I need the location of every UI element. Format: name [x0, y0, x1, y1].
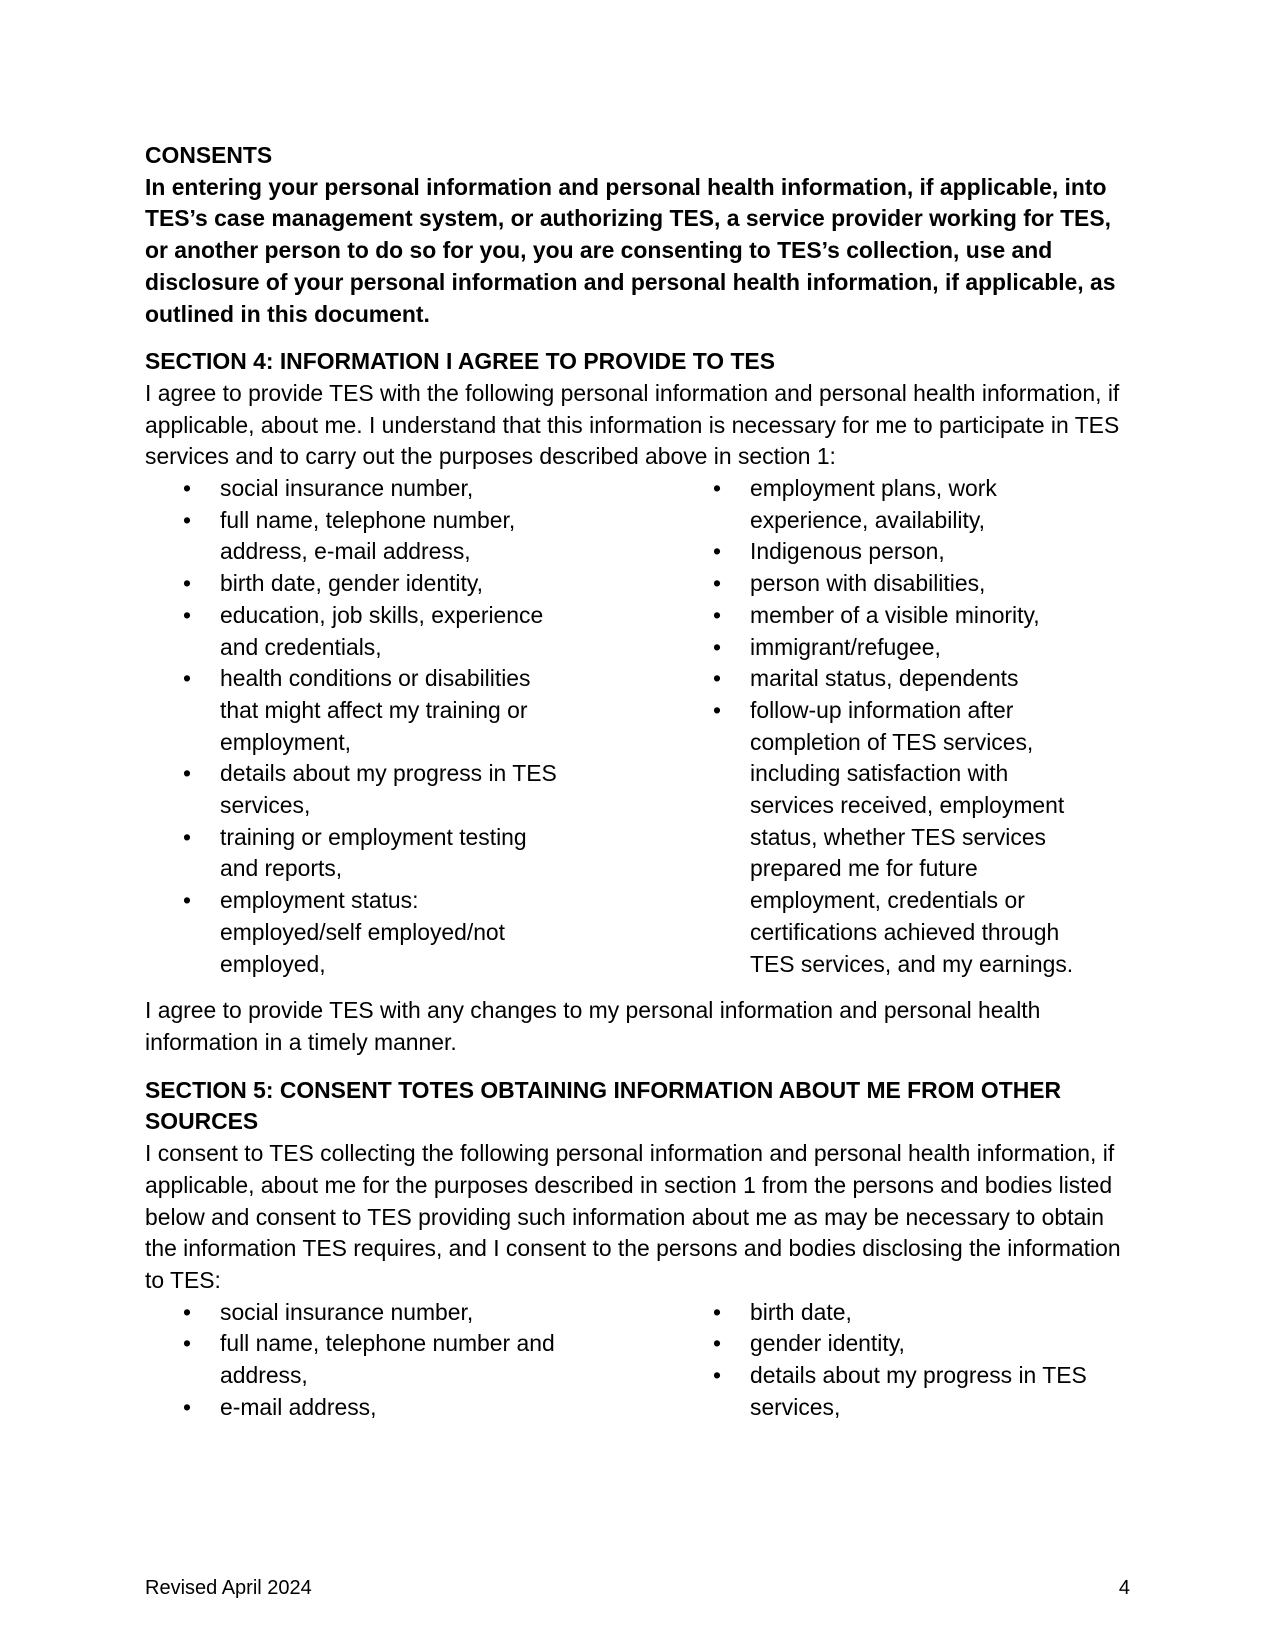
- list-item: • birth date,: [675, 1297, 1130, 1329]
- consents-body: In entering your personal information and personal health information, if applicable, into TES’s case management system, or authorizing TES, a service provider working for TES, or another person to do so for you, you are consenting to TES’s collection, use and disclosure of your personal information and personal health information, if applicable, as outlined in this document.: [145, 173, 1116, 327]
- section5-right-list: [675, 1297, 1130, 1424]
- section4-heading: SECTION 4: INFORMATION I AGREE TO PROVIDE TO TES: [145, 348, 775, 375]
- section4-right-list: [675, 473, 1130, 980]
- section4-intro: I agree to provide TES with the following personal information and personal health information, if applicable, about me. I understand that this information is necessary for me to participate in TES services and to carry out the purposes described above in section 1:: [145, 379, 1120, 470]
- footer-revision-text: Revised April 2024: [145, 1577, 312, 1599]
- section5-heading: SECTION 5: CONSENT TOTES OBTAINING INFORMATION ABOUT ME FROM OTHER SOURCES: [145, 1076, 1062, 1135]
- list-item: • marital status, dependents: [675, 663, 1130, 695]
- list-item: • person with disabilities,: [675, 568, 1130, 600]
- section5-right-column: [675, 1297, 1130, 1424]
- list-item: • e-mail address,: [145, 1392, 675, 1424]
- section4-bullet-columns: [145, 473, 1130, 980]
- list-item: • gender identity,: [675, 1328, 1130, 1360]
- list-item: • Indigenous person,: [675, 536, 1130, 568]
- list-item: • immigrant/refugee,: [675, 632, 1130, 664]
- list-item: • health conditions or disabilities that might affect my training or employment,: [145, 663, 675, 758]
- page-content: [145, 140, 1130, 1438]
- list-item: • birth date, gender identity,: [145, 568, 675, 600]
- list-item: • full name, telephone number, address, e-mail address,: [145, 505, 675, 568]
- page-footer: [145, 1576, 1130, 1600]
- list-item: • details about my progress in TES services,: [145, 758, 675, 821]
- section4-left-list: [145, 473, 675, 980]
- list-item: • full name, telephone number and address,: [145, 1328, 675, 1391]
- list-item: • employment status: employed/self employed/not employed,: [145, 885, 675, 980]
- section5-left-list: [145, 1297, 675, 1424]
- section4-left-column: [145, 473, 675, 980]
- list-item: • social insurance number,: [145, 1297, 675, 1329]
- section5-intro: I consent to TES collecting the following personal information and personal health information, if applicable, about me for the purposes described in section 1 from the persons and bodies listed below and consent to TES providing such information about me as may be necessary to obtain the information TES requires, and I consent to the persons and bodies disclosing the information to TES:: [145, 1140, 1121, 1293]
- list-item: • member of a visible minority,: [675, 600, 1130, 632]
- consents-heading: CONSENTS: [145, 142, 273, 168]
- list-item: • social insurance number,: [145, 473, 675, 505]
- section5-bullet-columns: [145, 1297, 1130, 1424]
- section5-left-column: [145, 1297, 675, 1424]
- list-item: • details about my progress in TES services,: [675, 1360, 1130, 1423]
- section4-right-column: [675, 473, 1130, 980]
- list-item: • training or employment testing and reports,: [145, 822, 675, 885]
- list-item: • education, job skills, experience and credentials,: [145, 600, 675, 663]
- list-item: • employment plans, work experience, availability,: [675, 473, 1130, 536]
- list-item: • follow-up information after completion of TES services, including satisfaction with services received, employment status, whether TES services prepared me for future employment, credentials or certifications achieved through TES services, and my earnings.: [675, 695, 1130, 980]
- footer-page-number: 4: [1118, 1577, 1130, 1599]
- section4-closing: I agree to provide TES with any changes to my personal information and personal health information in a timely manner.: [145, 997, 1041, 1055]
